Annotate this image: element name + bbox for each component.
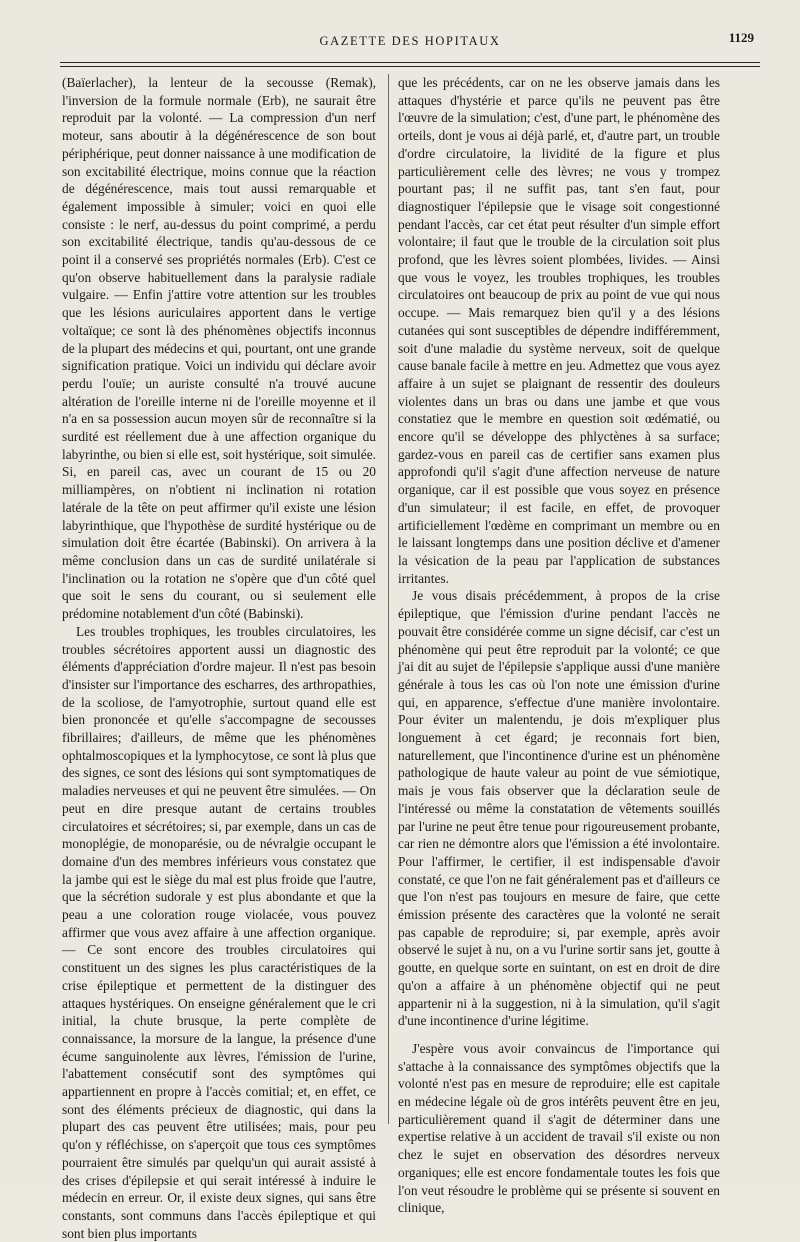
page-number: 1129 — [728, 30, 754, 45]
page-header — [60, 30, 760, 52]
paragraph: (Baïerlacher), la lenteur de la secousse (Remak), l'inversion de la formule normale (Erb), ne saurait être reproduit par la volonté. — La compression d'un nerf moteur, sans aboutir à la dégénérescence de son bout périphérique, peut donner naissance à une modification de son excitabilité électrique, moins connue que la réaction de dégénérescence, mais tout aussi remarquable et également impossible à simuler; voici en quoi elle consiste : le nerf, au-dessus du point comprimé, a perdu son excitabilité électrique, tandis qu'au-dessous de ce point il a conservé ses propriétés normales (Erb). C'est ce qu'on observe habituellement dans la paralysie radiale vulgaire. — Enfin j'attire votre attention sur les troubles que les lésions auriculaires apportent dans le vertige voltaïque; ce sont là des phénomènes objectifs inconnus de la plupart des médecins et qui, pourtant, ont une grande signification pratique. Voici un individu qui déclare avoir perdu l'ouïe; un auriste consulté n'a trouvé aucune altération de l'oreille interne ni de l'oreille moyenne et il n'a en sa possession aucun moyen sûr de reconnaître si la surdité est réellement due à une affection organique du labyrinthe, ou bien si elle est, soit hystérique, soit simulée. Si, en pareil cas, avec un courant de 15 ou 20 milliampères, on n'obtient ni inclination ni rotation latérale de la tête on peut affirmer qu'il existe une lésion labyrinthique, que l'hypothèse de surdité hystérique ou de simulation doit être écartée (Babinski). On arrivera à la même conclusion dans un cas de surdité unilatérale si l'inclination ou la rotation ne s'opère que d'un côté quel que soit le sens du courant, ou si seulement elle prédomine notablement d'un côté (Babinski). — [62, 75, 376, 622]
column-divider — [388, 74, 389, 1124]
header-rule-thin — [60, 66, 760, 67]
header-rule — [60, 62, 760, 63]
journal-title: GAZETTE DES HOPITAUX — [319, 34, 501, 48]
paragraph: J'espère vous avoir convaincus de l'importance qui s'attache à la connaissance des symptômes objectifs que la volonté n'est pas en mesure de reproduire; elle est capitale en médecine légale où de gros intérêts peuvent être en jeu, particulièrement quand il s'agit de déterminer dans une expertise relative à un accident de travail s'il existe ou non chez le sujet en observation des désordres nerveux organiques; elle est encore fondamentale toutes les fois que l'on veut résoudre le problème qui se présente si souvent en clinique, — [398, 1040, 720, 1216]
paragraph: Je vous disais précédemment, à propos de la crise épileptique, que l'émission d'urine pendant l'accès ne pouvait être considérée comme un signe décisif, car c'est un phénomène qui peut être reproduit par la volonté; ce que j'ai dit au sujet de l'épilepsie s'applique aussi d'une manière générale à tous les cas où l'on note une émission d'urine qui, en apparence, s'effectue d'une manière involontaire. Pour éviter un malentendu, je dois m'expliquer plus longuement à cet égard; je reconnais fort bien, naturellement, que l'incontinence d'urine est un phénomène pathologique de haute valeur au point de vue sémiotique, mais je vous fais observer que la déclaration seule de l'intéressé ou même la constatation de vêtements souillés par l'urine ne peut être tenue pour rigoureusement probante, car rien ne démontre alors que l'émission a été involontaire. Pour l'affirmer, le certifier, il est indispensable d'avoir constaté, ce que l'on ne fait généralement pas et d'ailleurs ce que l'on n'est pas toujours en mesure de faire, que cette émission présente des caractères que la volonté ne serait pas capable de reproduire; si, par exemple, après avoir observé le sujet à nu, on a vu l'urine sortir sans jet, goutte à goutte, en quelque sorte en suintant, on est en droit de dire qu'on a affaire à un phénomène objectif qui ne peut appartenir ni à la suggestion, ni à la simulation, qu'il s'agit d'une incontinence d'urine légitime. — [398, 588, 720, 1029]
paragraph: Les troubles trophiques, les troubles circulatoires, les troubles sécrétoires apportent aussi un diagnostic des éléments d'appréciation d'ordre majeur. Il n'est pas besoin d'insister sur l'importance des escharres, des arthropathies, de la scoliose, de l'amyotrophie, surtout quand elle est bien prononcée et qu'elle s'accompagne de secousses fibrillaires; d'ailleurs, de même que les phénomènes ophtalmoscopiques et la lymphocytose, ce sont là plus que des signes, ce sont des lésions qui sont symptomatiques de maladies nerveuses et qui ne peuvent être simulées. — On peut en dire presque autant de certains troubles circulatoires et sécrétoires; si, par exemple, dans un cas de monoplégie, de monoparésie, ou de névralgie occupant le domaine d'un des membres inférieurs vous constatez que la jambe qui est le siège du mal est plus froide que l'autre, que la sécrétion sudorale y est plus abondante et que la peau a une coloration rouge violacée, vous pouvez affirmer que vous avez affaire à une affection organique. — Ce sont encore des troubles circulatoires qui constituent un des signes les plus caractéristiques de la crise épileptique et permettent de la distinguer des attaques hystériques. On enseigne généralement que le cri initial, la chute brusque, la perte complète de connaissance, la morsure de la langue, la présence d'une écume sanguinolente aux lèvres, l'émission de l'urine, l'abattement consécutif sont des symptômes qui appartiennent en propre à l'accès comitial; et, en effet, ce sont des éléments précieux de diagnostic, qui dans la plupart des cas peuvent être utilisées; mais, pour peu qu'on y réfléchisse, on s'aperçoit que tous ces symptômes pourraient être simulés par quelqu'un qui aurait assisté à des crises d'épilepsie et qui serait intéressé à induire le médecin en erreur. Or, il existe deux signes, qui sans être constants, sont communs dans l'accès épileptique et qui sont bien plus importants — [62, 623, 376, 1241]
right-column — [398, 74, 720, 1217]
paragraph: que les précédents, car on ne les observe jamais dans les attaques d'hystérie et parce qu'ils ne peuvent pas être l'œuvre de la simulation; c'est, d'une part, le phénomène des orteils, dont je vous ai déjà parlé, et, d'autre part, un trouble d'ordre circulatoire, la lividité de la figure et plus particulièrement celle des lèvres; ne vous y trompez pourtant pas; il ne suffit pas, tant s'en faut, pour diagnostiquer l'épilepsie que le visage soit congestionné pendant l'accès, car cet état peut résulter d'un simple effort volontaire; il faut que le trouble de la circulation soit plus profond, que les lèvres soient plombées, livides. — Ainsi que vous le voyez, les troubles trophiques, les troubles circulatoires ont beaucoup de prix au point de vue qui nous occupe. — Mais remarquez bien qu'il y a des lésions cutanées qui sont susceptibles de dépendre indifféremment, soit d'une maladie du système nerveux, soit de quelque cause banale facile à mettre en jeu. Admettez que vous ayez affaire à un sujet se plaignant de ressentir des douleurs violentes dans un bras ou dans une jambe et que vous constatiez que le membre en question soit œdématié, ou encore qu'il se développe des phlyctènes à sa surface; gardez-vous en pareil cas de certifier sans examen plus approfondi qu'il s'agit d'une affection nerveuse de nature organique, car il est possible que vous soyez en présence d'un simulateur; il est facile, en effet, de provoquer artificiellement l'œdème en comprimant un membre ou en le laissant longtemps dans une position déclive et d'amener la vésication de la peau par l'application de substances irritantes. — [398, 75, 720, 586]
left-column — [62, 74, 376, 1242]
